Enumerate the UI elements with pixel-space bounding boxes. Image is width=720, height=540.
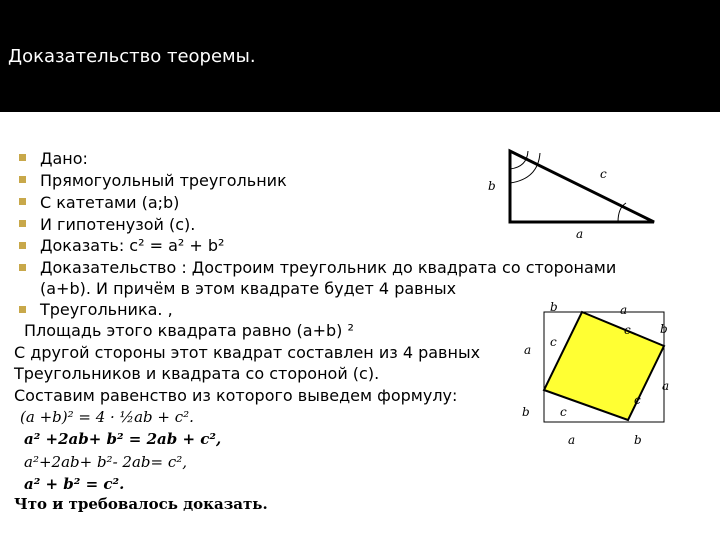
bullet-marker <box>19 242 26 249</box>
sq-label-inner-left-c: c <box>550 335 557 349</box>
formula-3: a²+2ab+ b²- 2ab= c², <box>24 453 188 471</box>
text-equation-intro: Составим равенство из которого выведем формулу: <box>14 386 458 405</box>
sq-label-bottom-a: a <box>568 433 576 447</box>
bullet-proof-cont: (a+b). И причём в этом квадрате будет 4 равных <box>40 279 457 298</box>
bullet-marker <box>19 176 26 183</box>
formula-1: (a +b)² = 4 · ½ab + c². <box>20 408 194 426</box>
conclusion: Что и требовалось доказать. <box>14 495 268 513</box>
sq-label-top-a: a <box>620 303 628 317</box>
sq-label-inner-right-c: c <box>634 393 641 407</box>
label-a: a <box>576 227 584 241</box>
bullet-marker <box>19 154 26 161</box>
label-b: b <box>488 179 496 193</box>
right-triangle <box>510 151 654 222</box>
text-area-line: Площадь этого квадрата равно (a+b) ² <box>24 321 354 340</box>
sq-label-top-b: b <box>550 300 558 314</box>
bullet-prove: Доказать: c² = a² + b² <box>40 236 225 255</box>
formula-2: a² +2ab+ b² = 2ab + c², <box>24 430 222 448</box>
sq-label-inner-top-c: c <box>624 323 631 337</box>
sq-label-right-a: a <box>662 379 670 393</box>
sq-label-left-b: b <box>522 405 530 419</box>
text-triangles-square: Треугольников и квадрата со стороной (с). <box>14 364 380 383</box>
sq-label-right-b: b <box>660 322 668 336</box>
bullet-marker <box>19 198 26 205</box>
text-other-side: С другой стороны этот квадрат составлен из 4 равных <box>14 343 481 362</box>
bullet-marker <box>19 264 26 271</box>
bullet-triangles: Треугольника. , <box>40 300 173 319</box>
bullet-given: Дано: <box>40 149 88 168</box>
bullet-hypotenuse: И гипотенузой (с). <box>40 215 196 234</box>
slide-title: Доказательство теоремы. <box>8 46 256 67</box>
bullet-marker <box>19 306 26 313</box>
triangle-diagram <box>480 145 680 255</box>
header-bar <box>0 0 720 112</box>
bullet-proof: Доказательство : Достроим треугольник до квадрата со сторонами <box>40 258 617 277</box>
inner-square <box>544 312 664 420</box>
bullet-legs: С катетами (a;b) <box>40 193 180 212</box>
label-c: c <box>600 167 607 181</box>
formula-4: a² + b² = c². <box>24 475 125 493</box>
sq-label-bottom-b: b <box>634 433 642 447</box>
sq-label-left-a: a <box>524 343 532 357</box>
square-diagram <box>510 300 690 450</box>
bullet-marker <box>19 220 26 227</box>
bullet-triangle: Прямогуольный треугольник <box>40 171 287 190</box>
sq-label-inner-bottom-c: c <box>560 405 567 419</box>
